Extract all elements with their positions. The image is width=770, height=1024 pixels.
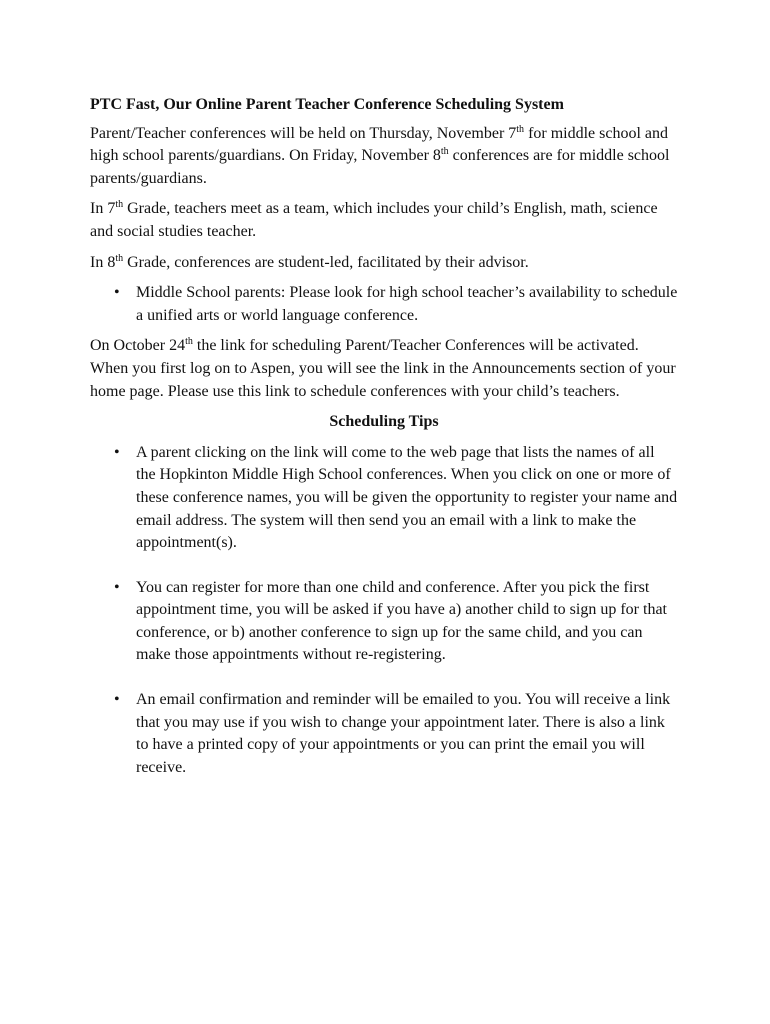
ordinal-suffix: th xyxy=(516,123,525,135)
eighth-grade-text-b: Grade, conferences are student-led, facilitated by their advisor. xyxy=(123,253,529,271)
conference-dates-text-a: Parent/Teacher conferences will be held on Thursday, November 7 xyxy=(90,124,517,142)
link-activation-text-a: On October 24 xyxy=(90,337,186,355)
conference-dates-text-b: for middle school and high school parents/guardians. On Friday, November 8 xyxy=(90,124,669,165)
link-activation-text-b: the link for scheduling Parent/Teacher Conferences will be activated. When you first log on to Aspen, you will see the link in the Announcements section of your home page. Please use this link to schedule conferences with your child’s teachers. xyxy=(90,337,676,400)
conference-dates-text-c: conferences are for middle school parents/guardians. xyxy=(90,147,670,187)
seventh-grade-paragraph xyxy=(90,198,678,243)
list-item: • You can register for more than one child and conference. After you pick the first appointment time, you will be asked if you have a) another child to sign up for that conference, or b) another conference to sign up for the same child, and you can make those appointments without re-registering. xyxy=(90,577,678,667)
scheduling-tips-list xyxy=(90,442,678,780)
list-item: • A parent clicking on the link will come to the web page that lists the names of all the Hopkinton Middle High School conferences. When you click on one or more of these conference names, you will be given the opportunity to register your name and email address. The system will then send you an email with a link to make the appointment(s). xyxy=(90,442,678,555)
link-activation-paragraph xyxy=(90,335,678,403)
seventh-grade-text-b: Grade, teachers meet as a team, which includes your child’s English, math, science and social studies teacher. xyxy=(90,200,658,240)
ordinal-suffix: th xyxy=(185,336,193,348)
list-item: • An email confirmation and reminder will be emailed to you. You will receive a link that you may use if you wish to change your appointment later. There is also a link to have a printed copy of your appointments or you can print the email you will receive. xyxy=(90,689,678,779)
seventh-grade-text-a: In 7 xyxy=(90,200,116,218)
ordinal-suffix: th xyxy=(115,199,124,211)
document-title: PTC Fast, Our Online Parent Teacher Conference Scheduling System xyxy=(90,96,564,113)
conference-dates-paragraph xyxy=(90,123,678,191)
ordinal-suffix: th xyxy=(115,252,124,264)
ordinal-suffix: th xyxy=(440,146,449,158)
scheduling-tips-heading: Scheduling Tips xyxy=(329,413,439,431)
eighth-grade-paragraph xyxy=(90,252,678,275)
eighth-grade-text-a: In 8 xyxy=(90,253,116,271)
list-item: • Middle School parents: Please look for high school teacher’s availability to schedule a unified arts or world language conference. xyxy=(90,282,678,327)
middle-school-bullet-list xyxy=(90,282,678,327)
